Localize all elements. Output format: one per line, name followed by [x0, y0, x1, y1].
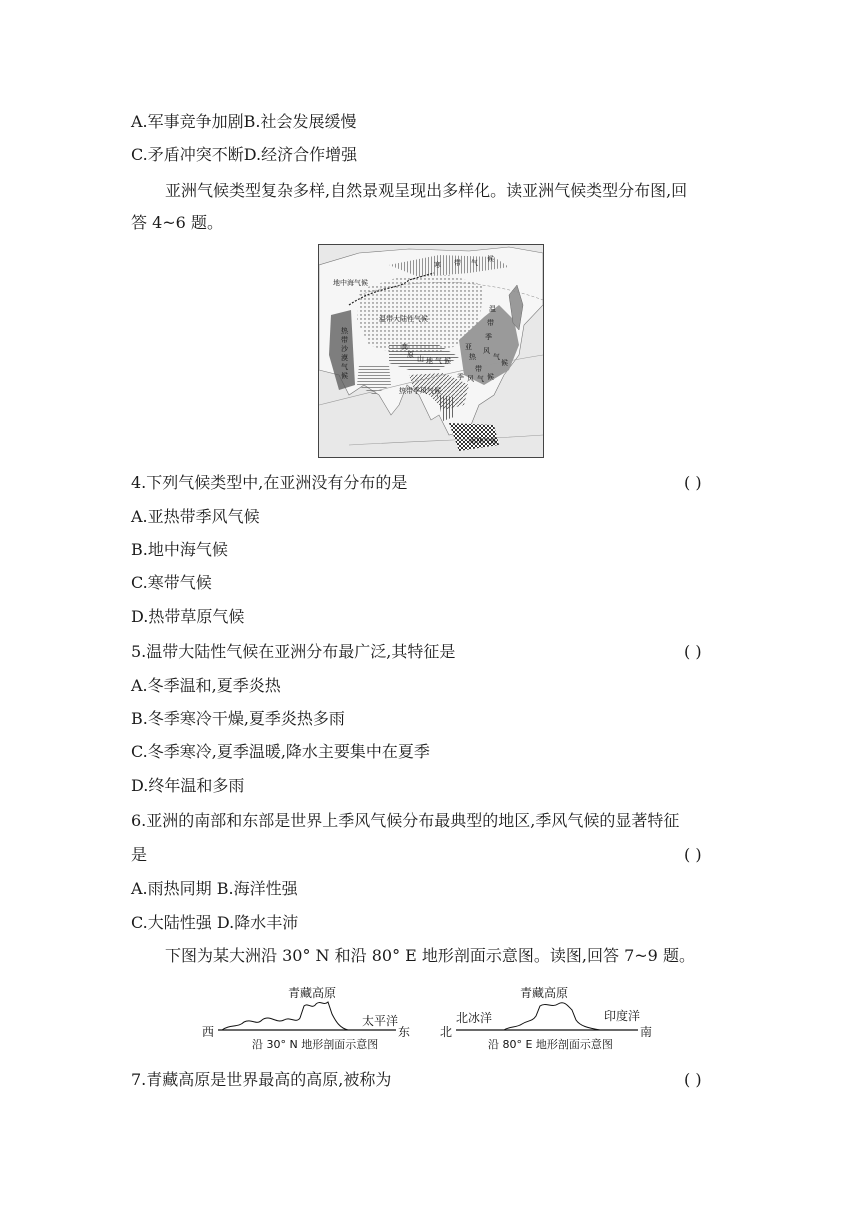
- profile-80e-terrain: [504, 1003, 600, 1030]
- asia-climate-map: [318, 244, 544, 458]
- q5-option-c: C.冬季寒冷,夏季温暖,降水主要集中在夏季: [131, 742, 430, 761]
- label-mediterranean: 地中海气候: [333, 279, 368, 287]
- q6-stem-line-2: 是: [131, 845, 148, 864]
- label-tm-3: 季: [485, 333, 492, 341]
- q4-paren: ( ): [684, 473, 702, 492]
- profile-80e-peak-label: 青藏高原: [520, 986, 569, 1000]
- label-cold-4: 候: [487, 255, 494, 263]
- label-tm-5: 气: [493, 353, 500, 361]
- q5-answer-blank[interactable]: [684, 642, 702, 662]
- label-st-6: 气: [477, 375, 484, 383]
- profile-30n-ocean-label: 太平洋: [362, 1014, 399, 1028]
- q4-option-b: B.地中海气候: [131, 540, 228, 559]
- profile-30n-terrain: [222, 1002, 348, 1030]
- label-highland-3: 山: [417, 355, 424, 363]
- profile-80e-north: 北: [440, 1025, 453, 1039]
- q6-stem-line-1: 6.亚洲的南部和东部是世界上季风气候分布最典型的地区,季风气候的显著特征: [131, 811, 680, 830]
- profile-30n: [200, 984, 420, 1058]
- q5-paren: ( ): [684, 642, 702, 661]
- label-highland-4: 地: [426, 357, 433, 365]
- q4-answer-blank[interactable]: [684, 473, 702, 493]
- label-highland-5: 气: [435, 357, 442, 365]
- label-st-3: 带: [475, 365, 482, 373]
- profile-30n-peak-label: 青藏高原: [288, 986, 337, 1000]
- label-st-4: 季: [457, 373, 464, 381]
- q4-option-c: C.寒带气候: [131, 573, 212, 592]
- profile-80e-title: 沿 80° E 地形剖面示意图: [488, 1038, 613, 1051]
- profile-30n-west: 西: [202, 1025, 215, 1039]
- q7-stem: 7.青藏高原是世界最高的高原,被称为: [131, 1070, 392, 1089]
- asia-climate-map-graphic: [319, 245, 543, 457]
- q7-answer-blank[interactable]: [684, 1070, 702, 1090]
- q5-stem: 5.温带大陆性气候在亚洲分布最广泛,其特征是: [131, 642, 456, 661]
- intro-asia-line-1: 亚洲气候类型复杂多样,自然景观呈现出多样化。读亚洲气候类型分布图,回: [165, 181, 688, 200]
- q5-option-a: A.冬季温和,夏季炎热: [131, 676, 281, 695]
- label-desert-5: 气: [341, 363, 348, 371]
- profile-80e-graphic: [438, 984, 658, 1054]
- label-desert-6: 候: [341, 372, 348, 380]
- label-highland-2: 原: [407, 351, 414, 359]
- q4-option-a: A.亚热带季风气候: [131, 507, 260, 526]
- label-cold-2: 带: [454, 259, 461, 267]
- q3-options-line-2: C.矛盾冲突不断D.经济合作增强: [131, 145, 358, 164]
- label-st-7: 候: [487, 373, 494, 381]
- q6-options-line-2: C.大陆性强 D.降水丰沛: [131, 913, 299, 932]
- profile-80e: [438, 984, 658, 1058]
- label-cold-1: 寒: [434, 261, 441, 269]
- intro-asia-line-2: 答 4~6 题。: [131, 213, 223, 232]
- q5-option-d: D.终年温和多雨: [131, 776, 245, 795]
- q4-stem: 4.下列气候类型中,在亚洲没有分布的是: [131, 473, 408, 492]
- q5-option-b: B.冬季寒冷干燥,夏季炎热多雨: [131, 709, 345, 728]
- label-cold-3: 气: [471, 259, 478, 267]
- label-desert-1: 热: [341, 327, 348, 335]
- q4-option-d: D.热带草原气候: [131, 607, 245, 626]
- profile-80e-south: 南: [640, 1025, 653, 1039]
- label-highland-1: 高: [401, 343, 408, 351]
- profile-30n-graphic: [200, 984, 420, 1054]
- q3-options-line-1: A.军事竞争加剧B.社会发展缓慢: [131, 112, 357, 131]
- profile-30n-title: 沿 30° N 地形剖面示意图: [252, 1038, 379, 1051]
- label-highland-6: 候: [444, 357, 451, 365]
- label-tm-1: 温: [489, 305, 496, 313]
- label-tm-2: 带: [487, 319, 494, 327]
- q6-answer-blank[interactable]: [684, 845, 702, 865]
- q7-paren: ( ): [684, 1070, 702, 1089]
- profile-80e-arctic-label: 北冰洋: [456, 1011, 493, 1025]
- profile-30n-east: 东: [398, 1025, 411, 1039]
- q6-options-line-1: A.雨热同期 B.海洋性强: [131, 879, 298, 898]
- label-tm-6: 候: [501, 359, 508, 367]
- label-tropical-monsoon: 热带季风气候: [399, 387, 441, 395]
- label-st-2: 热: [469, 353, 476, 361]
- label-desert-3: 沙: [341, 345, 348, 353]
- label-st-5: 风: [467, 375, 474, 383]
- label-st-1: 亚: [465, 343, 472, 351]
- profile-80e-indian-label: 印度洋: [604, 1009, 641, 1023]
- label-tm-4: 风: [483, 347, 490, 355]
- label-temperate-continental: 温带大陆性气候: [379, 315, 428, 323]
- intro-profile: 下图为某大洲沿 30° N 和沿 80° E 地形剖面示意图。读图,回答 7~9 题。: [165, 946, 695, 965]
- label-desert-2: 带: [341, 336, 348, 344]
- q6-paren: ( ): [684, 845, 702, 864]
- label-desert-4: 漠: [341, 354, 348, 362]
- label-rainforest: 雨林气候: [469, 437, 497, 445]
